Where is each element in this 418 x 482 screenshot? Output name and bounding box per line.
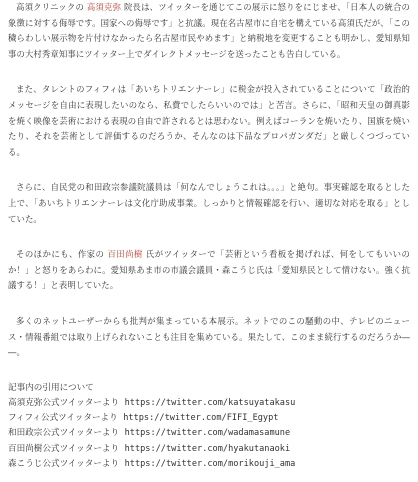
reference-url[interactable]: https://twitter.com/morikouji_ama bbox=[124, 458, 296, 469]
reference-label: 百田尚樹公式ツイッターより bbox=[8, 443, 120, 454]
reference-item bbox=[8, 457, 410, 472]
paragraph-conclusion: 多くのネットユーザーからも批判が集まっている本展示。ネットでのこの騒動の中、テレビのニュース・情報番組では取り上げられないことも注目を集めている。果たして、このまま続行するのだろうか――。 bbox=[8, 315, 410, 358]
references-section bbox=[8, 381, 410, 472]
paragraph-takasu bbox=[8, 0, 410, 62]
reference-label: フィフィ公式ツイッターより bbox=[8, 413, 118, 424]
paragraph-text: 院長は、ツイッターを通じてこの展示に怒りをにじませ、「日本人の統合の象徴に対する侮辱です。国家への侮辱です」と抗議。現在名古屋市に自宅を構えている高須氏だが、「この穢らわしい展示物を片付けなかったら名古屋市民やめます」と納税地を変更することも明かし、愛知県知事の大村秀章知事にツイッター上でダイレクトメッセージを送ったことも告白している。 bbox=[8, 2, 410, 59]
reference-url[interactable]: https://twitter.com/hyakutanaoki bbox=[124, 443, 291, 454]
references-heading: 記事内の引用について bbox=[8, 382, 94, 393]
reference-label: 和田政宗公式ツイッターより bbox=[8, 428, 120, 439]
reference-item bbox=[8, 411, 410, 426]
reference-item bbox=[8, 442, 410, 457]
paragraph-wada: さらに、自民党の和田政宗参議院議員は「何なんでしょうこれは。。。」と絶句。事実確認を取るとした上で、「あいちトリエンナーレは文化庁助成事業。しっかりと情報確認を行い、適切な対応を取る」としていた。 bbox=[8, 182, 410, 224]
reference-label: 高須克弥公式ツイッターより bbox=[8, 397, 120, 408]
paragraph-text: 氏がツイッターで「芸術という看板を掲げれば、何をしてもいいのか！」と怒りをあらわに。愛知県あま市の市議会議員・森こうじ氏は「愛知県民として情けない。強く抗議する！」と表明していた。 bbox=[8, 249, 410, 291]
reference-url[interactable]: https://twitter.com/FIFI_Egypt bbox=[123, 413, 279, 424]
paragraph-hyakuta bbox=[8, 247, 410, 294]
hyakuta-link[interactable]: 百田尚樹 bbox=[107, 249, 143, 260]
reference-label: 森こうじ公式ツイッターより bbox=[8, 458, 120, 469]
reference-item bbox=[8, 426, 410, 441]
paragraph-text: そのほかにも、作家の bbox=[16, 249, 108, 260]
paragraph-text: 高須クリニックの bbox=[16, 2, 87, 12]
reference-url[interactable]: https://twitter.com/wadamasamune bbox=[124, 428, 291, 439]
reference-url[interactable]: https://twitter.com/katsuyatakasu bbox=[124, 397, 296, 408]
takasu-link[interactable]: 高須克弥 bbox=[86, 2, 122, 12]
reference-item bbox=[8, 396, 410, 411]
paragraph-fifi: また、タレントのフィフィは「あいちトリエンナーレ」に税金が投入されていることについて「政治的メッセージを自由に表現したいのなら、私費でしたらいいのでは」と苦言。さらに、「昭和天皇の御真影を焼く映像を芸術における表現の自由で許されるとは思わない。例えばコーランを焼いたり、国旗を焼いたり、それを芸術として評価するのだろうか、そんなのは下品なプロパガンダだ」と厳しくつづっている。 bbox=[8, 84, 410, 157]
